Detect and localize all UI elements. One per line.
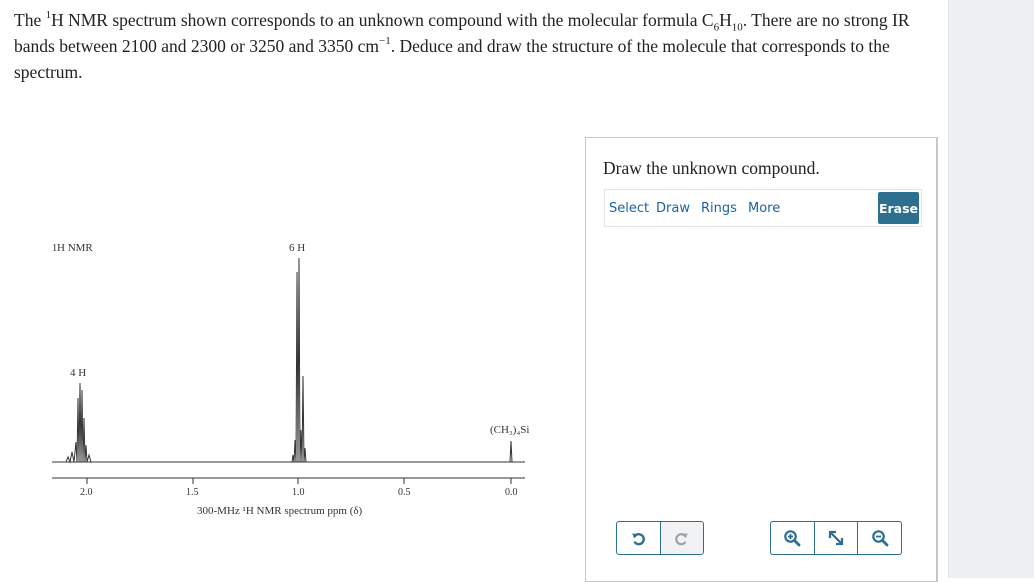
erase-button[interactable]: Erase: [878, 192, 919, 224]
peak-tms: [510, 441, 512, 462]
redo-button[interactable]: [660, 522, 704, 554]
tick-label: 1.0: [292, 487, 305, 498]
peak-label-4h: 4 H: [70, 367, 87, 379]
panel-title: Draw the unknown compound.: [603, 158, 820, 178]
zoom-reset-icon: [827, 529, 845, 547]
tool-more[interactable]: More: [748, 201, 781, 216]
x-ticks: [87, 478, 511, 484]
tms-label: (CH₃)₄Si: [490, 424, 530, 436]
peak-label-6h: 6 H: [289, 242, 306, 254]
zoom-out-button[interactable]: [857, 522, 901, 554]
zoom-reset-button[interactable]: [814, 522, 858, 554]
question-text: The $^1$H NMR spectrum shown corresponds to an unknown compound with the molecular formula $C_6H_{10}$. There are no strong IR bands between 2100 and 2300 or 3250 and 3350 $cm^{-1}$. Deduce and draw the structure of the molecule that corresponds to the spectrum.: [14, 9, 910, 82]
zoom-out-icon: [871, 529, 889, 547]
tool-draw[interactable]: Draw: [656, 201, 690, 216]
history-controls: [616, 521, 704, 555]
undo-button[interactable]: [617, 522, 660, 554]
tick-label: 0.5: [398, 487, 411, 498]
tick-label: 2.0: [80, 487, 93, 498]
spectrum-title: H NMR: [57, 242, 93, 254]
zoom-in-icon: [783, 529, 801, 547]
tool-select[interactable]: Select: [609, 201, 650, 216]
peak-multiplet-4h: [66, 383, 91, 462]
tick-label: 0.0: [505, 487, 518, 498]
drawing-panel[interactable]: [585, 137, 938, 582]
right-gutter: [948, 0, 1034, 578]
drawing-toolbar: [604, 189, 922, 227]
peak-multiplet-6h: [292, 258, 306, 462]
zoom-in-button[interactable]: [771, 522, 814, 554]
x-axis-label: 300-MHz ¹H NMR spectrum ppm (δ): [197, 505, 363, 517]
zoom-controls: [770, 521, 902, 555]
spectrum-title-sup: 1: [52, 243, 58, 254]
tool-rings[interactable]: Rings: [701, 201, 737, 216]
undo-icon: [630, 530, 646, 546]
tick-label: 1.5: [186, 487, 199, 498]
nmr-spectrum: [0, 220, 560, 530]
redo-icon: [674, 530, 690, 546]
